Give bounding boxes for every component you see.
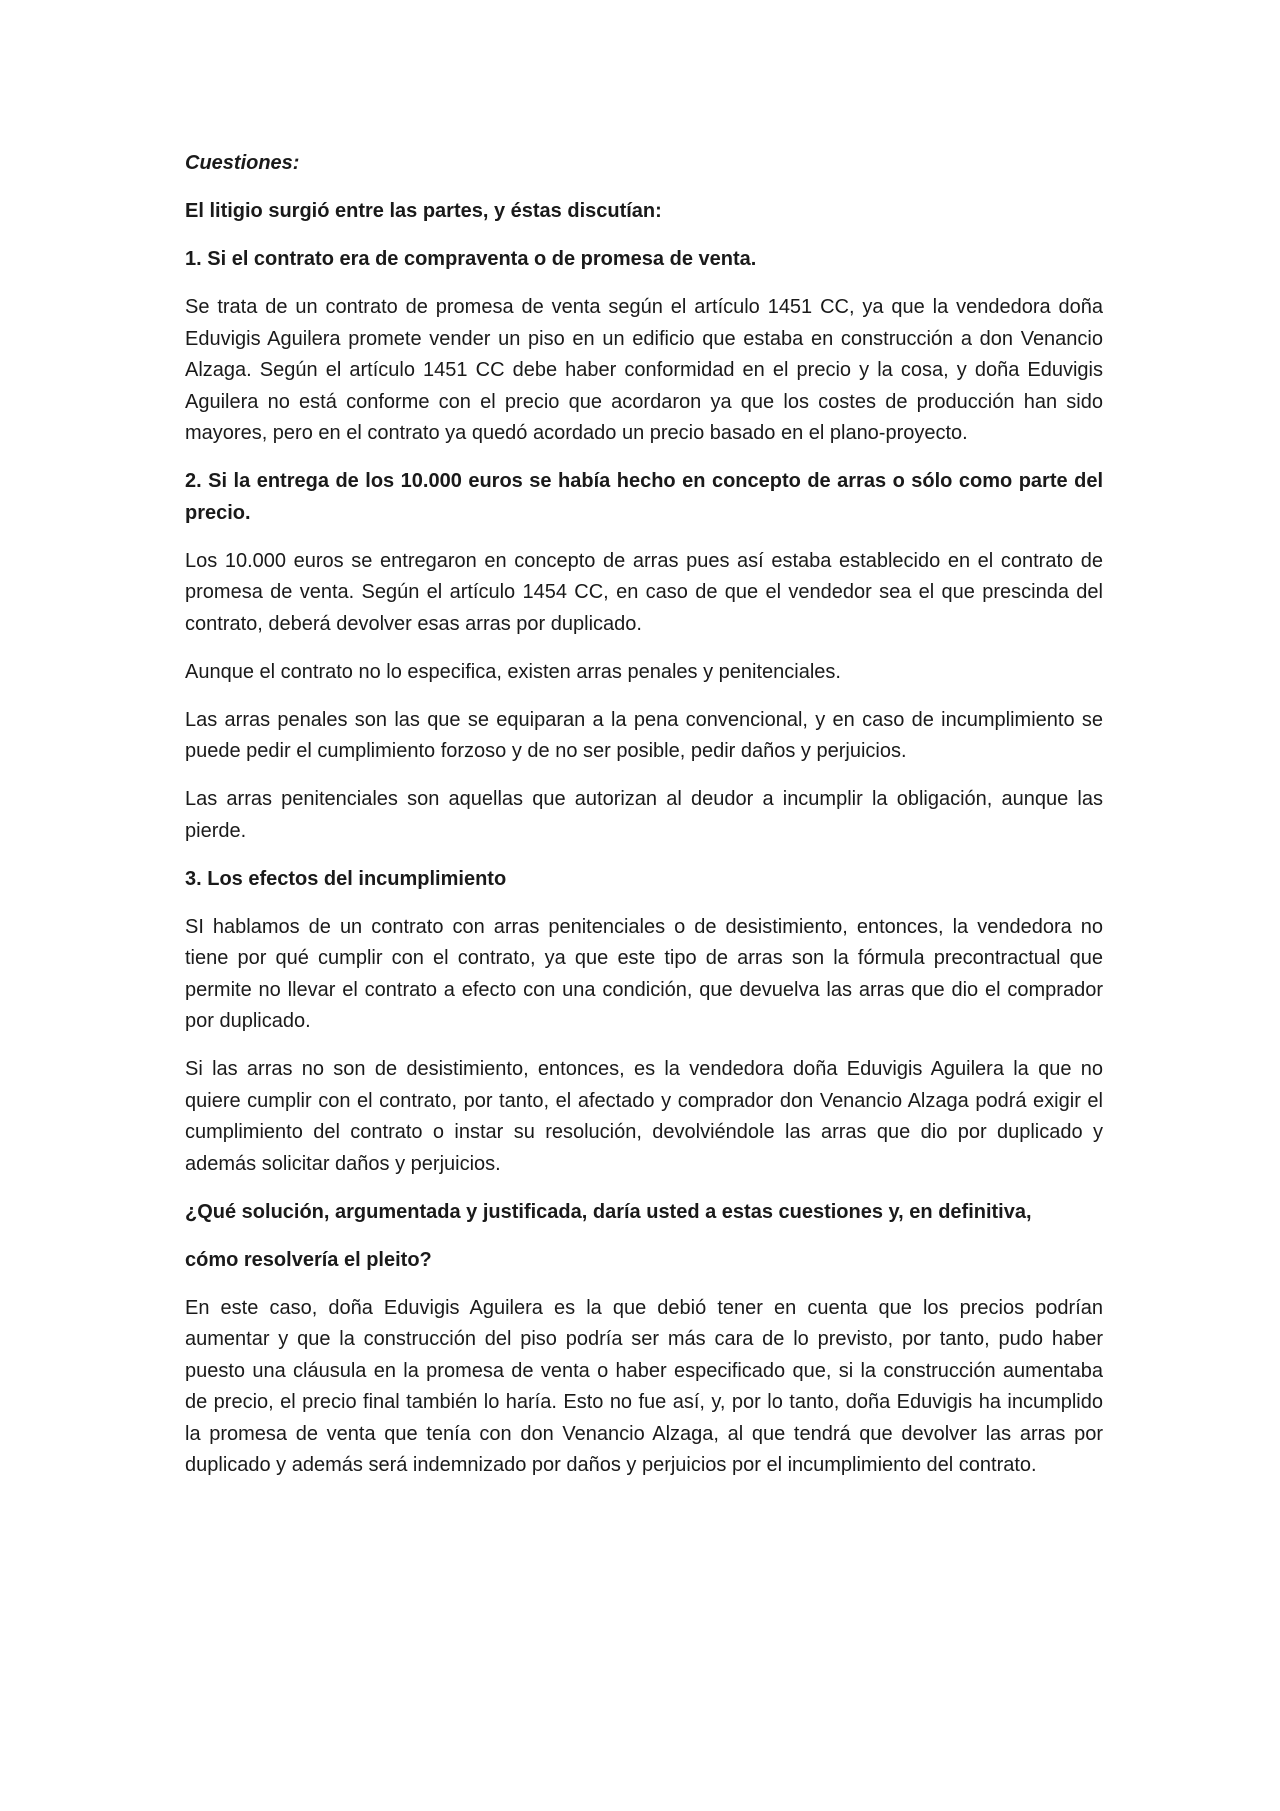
final-question-line-2: cómo resolvería el pleito? — [185, 1248, 432, 1271]
question-1-answer: Se trata de un contrato de promesa de venta según el artículo 1451 CC, ya que la vendedora doña Eduvigis Aguilera promete vender un piso en un edificio que estaba en construcción a don Venancio Alzaga. Según el artículo 1451 CC debe haber conformidad en el precio y la cosa, y doña Eduvigis Aguilera no está conforme con el precio que acordaron ya que los costes de producción han sido mayores, pero en el contrato ya quedó acordado un precio basado en el plano-proyecto. — [185, 296, 1103, 444]
document-body — [185, 148, 1103, 1498]
question-2-title: 2. Si la entrega de los 10.000 euros se había hecho en concepto de arras o sólo como parte del precio. — [185, 470, 1103, 524]
question-3-answer-1: SI hablamos de un contrato con arras penitenciales o de desistimiento, entonces, la vendedora no tiene por qué cumplir con el contrato, ya que este tipo de arras son la fórmula precontractual que permite no llevar el contrato a efecto con una condición, que devuelva las arras que dio el comprador por duplicado. — [185, 915, 1103, 1032]
question-3-title: 3. Los efectos del incumplimiento — [185, 867, 507, 890]
final-answer: En este caso, doña Eduvigis Aguilera es la que debió tener en cuenta que los precios podrían aumentar y que la construcción del piso podría ser más cara de lo previsto, por tanto, pudo haber puesto una cláusula en la promesa de venta o haber especificado que, si la construcción aumentaba de precio, el precio final también lo haría. Esto no fue así, y, por lo tanto, doña Eduvigis ha incumplido la promesa de venta que tenía con don Venancio Alzaga, al que tendrá que devolver las arras por duplicado y además será indemnizado por daños y perjuicios por el incumplimiento del contrato. — [185, 1296, 1103, 1476]
question-2-answer-2: Aunque el contrato no lo especifica, existen arras penales y penitenciales. — [185, 660, 841, 683]
question-2-answer-4: Las arras penitenciales son aquellas que autorizan al deudor a incumplir la obligación, aunque las pierde. — [185, 788, 1103, 842]
question-2-answer-3: Las arras penales son las que se equiparan a la pena convencional, y en caso de incumplimiento se puede pedir el cumplimiento forzoso y de no ser posible, pedir daños y perjuicios. — [185, 708, 1103, 762]
question-2-answer-1: Los 10.000 euros se entregaron en concepto de arras pues así estaba establecido en el contrato de promesa de venta. Según el artículo 1454 CC, en caso de que el vendedor sea el que prescinda del contrato, deberá devolver esas arras por duplicado. — [185, 549, 1103, 635]
intro-paragraph: El litigio surgió entre las partes, y éstas discutían: — [185, 200, 662, 222]
question-3-answer-2: Si las arras no son de desistimiento, entonces, es la vendedora doña Eduvigis Aguilera la que no quiere cumplir con el contrato, por tanto, el afectado y comprador don Venancio Alzaga podrá exigir el cumplimiento del contrato o instar su resolución, devolviéndole las arras que dio por duplicado y además solicitar daños y perjuicios. — [185, 1058, 1103, 1175]
final-question-line-1: ¿Qué solución, argumentada y justificada, daría usted a estas cuestiones y, en definitiva, — [185, 1200, 1032, 1223]
question-1-title: 1. Si el contrato era de compraventa o de promesa de venta. — [185, 248, 757, 270]
section-heading: Cuestiones: — [185, 152, 300, 174]
